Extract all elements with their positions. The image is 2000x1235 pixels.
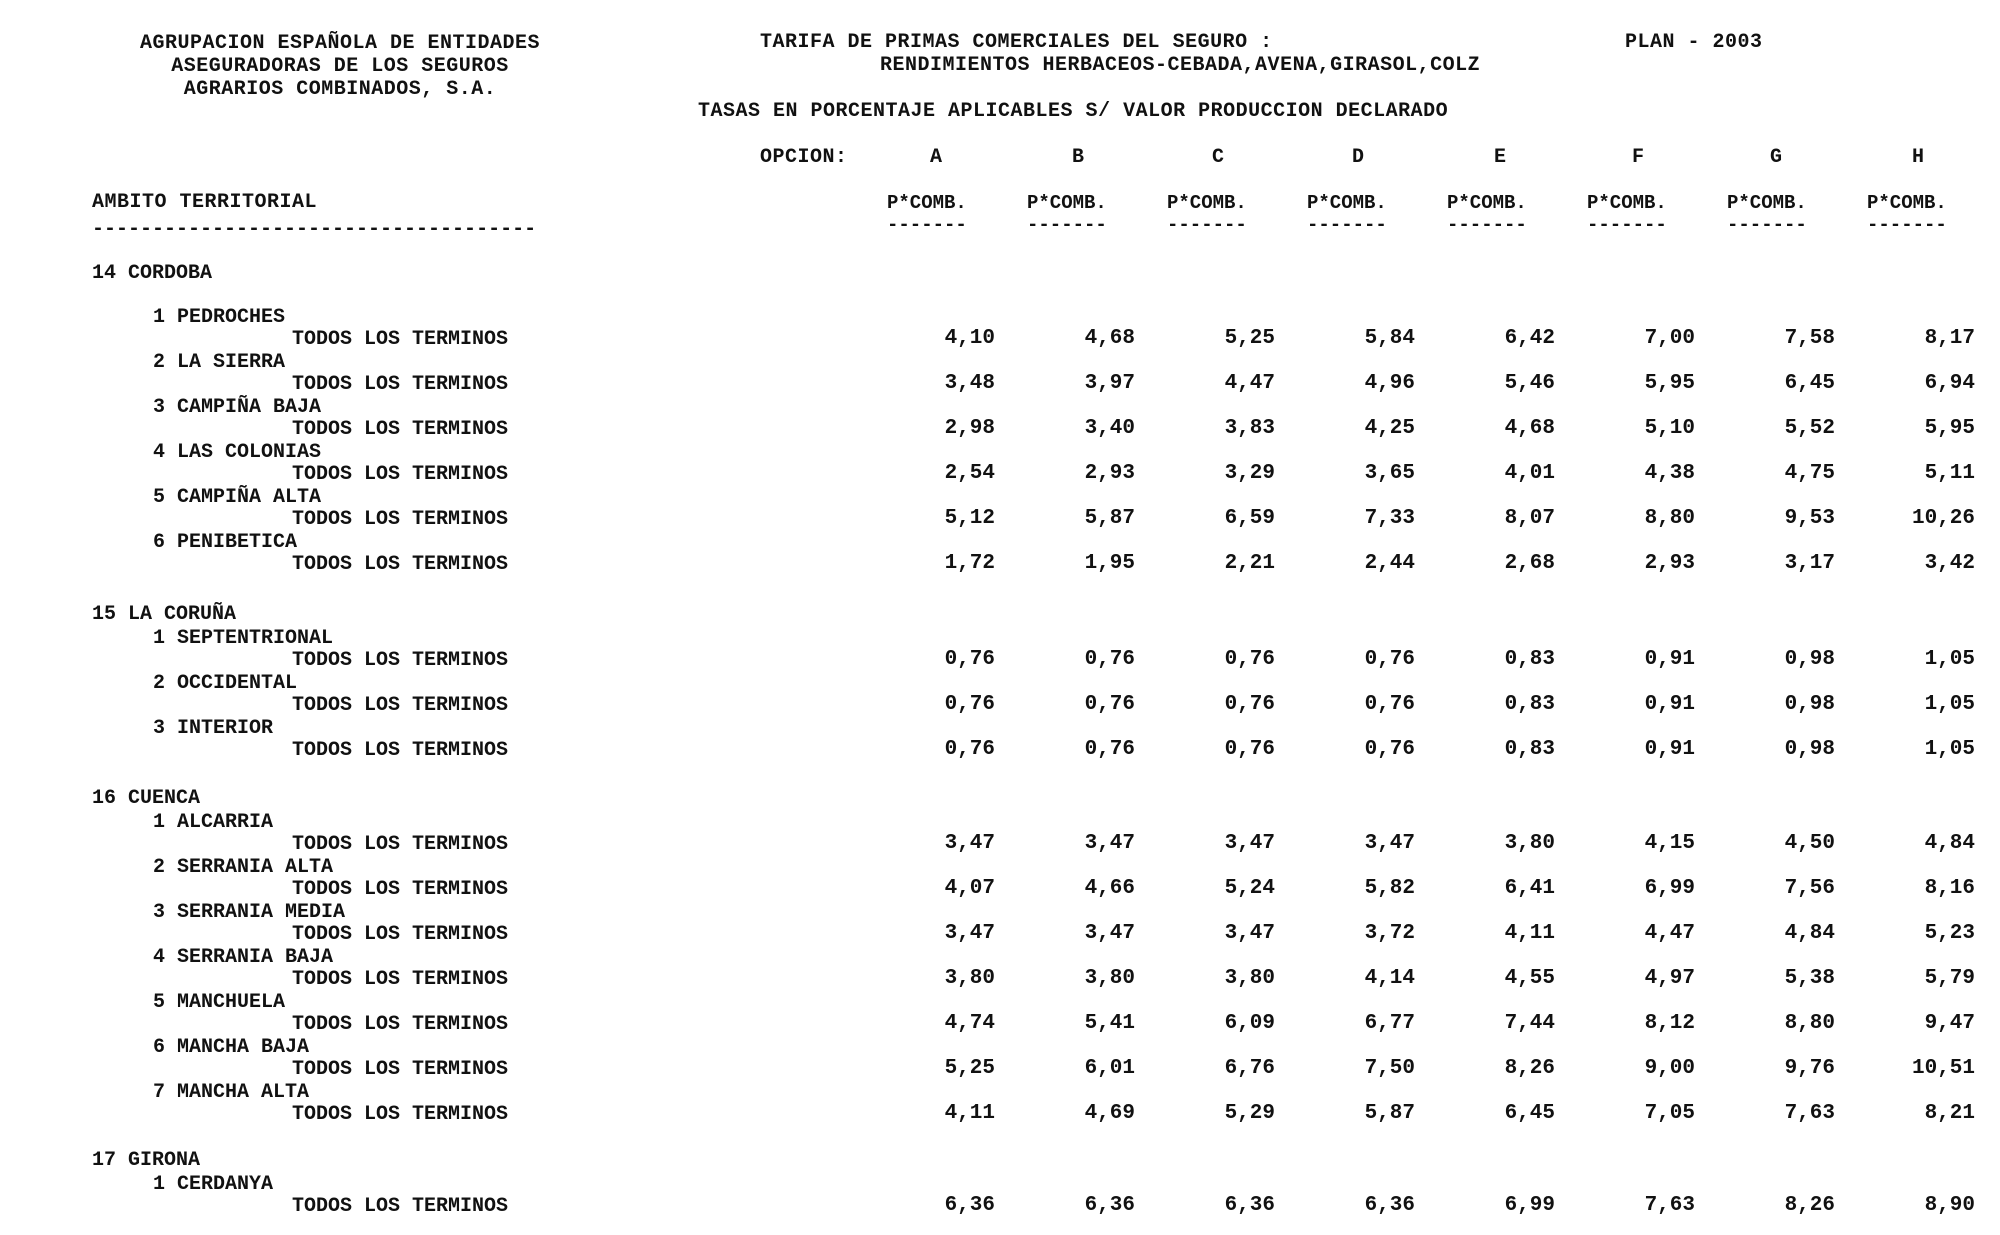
term-label: TODOS LOS TERMINOS [292, 418, 509, 441]
col-underline-d: ------- [1307, 214, 1387, 236]
rate-value-h: 1,05 [1924, 648, 1975, 671]
rate-value-c: 6,09 [1224, 1012, 1275, 1035]
rate-value-g: 8,26 [1784, 1194, 1835, 1217]
rate-value-g: 4,75 [1784, 462, 1835, 485]
term-label: TODOS LOS TERMINOS [292, 463, 509, 486]
rate-value-a: 4,74 [944, 1012, 995, 1035]
col-header-h: P*COMB. [1867, 192, 1947, 214]
rate-value-b: 0,76 [1084, 693, 1135, 716]
rate-value-b: 3,47 [1084, 832, 1135, 855]
rate-value-b: 4,66 [1084, 877, 1135, 900]
rate-value-h: 10,51 [1911, 1057, 1975, 1080]
rate-value-h: 5,11 [1924, 462, 1975, 485]
ambito-label: AMBITO TERRITORIAL [92, 191, 318, 214]
rate-value-b: 3,97 [1084, 372, 1135, 395]
rate-value-e: 8,07 [1504, 507, 1555, 530]
region-title: 15 LA CORUÑA [92, 603, 237, 626]
rate-value-f: 4,38 [1644, 462, 1695, 485]
term-label: TODOS LOS TERMINOS [292, 923, 509, 946]
term-label: TODOS LOS TERMINOS [292, 1195, 509, 1218]
rate-value-d: 4,14 [1364, 967, 1415, 990]
rate-value-h: 1,05 [1924, 693, 1975, 716]
zone-name: 1 ALCARRIA [153, 811, 274, 834]
rate-value-b: 5,41 [1084, 1012, 1135, 1035]
rate-value-e: 4,11 [1504, 922, 1555, 945]
rate-value-f: 2,93 [1644, 552, 1695, 575]
col-underline-f: ------- [1587, 214, 1667, 236]
rate-value-a: 0,76 [944, 738, 995, 761]
zone-name: 3 SERRANIA MEDIA [153, 901, 346, 924]
option-label: OPCION: [760, 146, 848, 169]
rate-value-c: 4,47 [1224, 372, 1275, 395]
rate-value-d: 3,65 [1364, 462, 1415, 485]
rate-value-g: 0,98 [1784, 693, 1835, 716]
region-title: 14 CORDOBA [92, 262, 213, 285]
rate-value-f: 4,15 [1644, 832, 1695, 855]
zone-name: 3 INTERIOR [153, 717, 274, 740]
term-label: TODOS LOS TERMINOS [292, 739, 509, 762]
rate-value-a: 6,36 [944, 1194, 995, 1217]
rates-note: TASAS EN PORCENTAJE APLICABLES S/ VALOR PRODUCCION DECLARADO [698, 100, 1449, 123]
term-label: TODOS LOS TERMINOS [292, 878, 509, 901]
col-header-a: P*COMB. [887, 192, 967, 214]
rate-value-e: 0,83 [1504, 648, 1555, 671]
rate-value-b: 3,40 [1084, 417, 1135, 440]
org-line-1: AGRUPACION ESPAÑOLA DE ENTIDADES [139, 32, 541, 55]
rate-value-b: 1,95 [1084, 552, 1135, 575]
rate-value-f: 4,97 [1644, 967, 1695, 990]
rate-value-g: 7,56 [1784, 877, 1835, 900]
zone-name: 1 CERDANYA [153, 1173, 274, 1196]
rate-value-b: 4,68 [1084, 327, 1135, 350]
rate-value-b: 4,69 [1084, 1102, 1135, 1125]
rate-value-c: 5,25 [1224, 327, 1275, 350]
option-letter-f: F [1632, 146, 1645, 169]
rate-value-d: 7,50 [1364, 1057, 1415, 1080]
zone-name: 1 PEDROCHES [153, 306, 286, 329]
rate-value-e: 8,26 [1504, 1057, 1555, 1080]
rate-value-d: 6,77 [1364, 1012, 1415, 1035]
zone-name: 5 MANCHUELA [153, 991, 286, 1014]
rate-value-a: 3,80 [944, 967, 995, 990]
rate-value-c: 6,59 [1224, 507, 1275, 530]
rate-value-c: 3,80 [1224, 967, 1275, 990]
organization-header [0, 32, 680, 101]
rate-value-b: 0,76 [1084, 738, 1135, 761]
rate-value-e: 6,41 [1504, 877, 1555, 900]
rate-value-e: 4,01 [1504, 462, 1555, 485]
col-header-c: P*COMB. [1167, 192, 1247, 214]
option-letter-c: C [1212, 146, 1225, 169]
rate-value-b: 2,93 [1084, 462, 1135, 485]
option-letter-h: H [1912, 146, 1925, 169]
rate-value-f: 5,95 [1644, 372, 1695, 395]
rate-value-g: 9,53 [1784, 507, 1835, 530]
rate-value-d: 3,47 [1364, 832, 1415, 855]
rate-value-g: 6,45 [1784, 372, 1835, 395]
document-title: TARIFA DE PRIMAS COMERCIALES DEL SEGURO : [760, 31, 1273, 54]
rate-value-d: 5,87 [1364, 1102, 1415, 1125]
document-subtitle: RENDIMIENTOS HERBACEOS-CEBADA,AVENA,GIRASOL,COLZ [880, 54, 1481, 77]
rate-value-d: 4,96 [1364, 372, 1415, 395]
rate-value-e: 7,44 [1504, 1012, 1555, 1035]
rate-value-h: 8,90 [1924, 1194, 1975, 1217]
zone-name: 7 MANCHA ALTA [153, 1081, 310, 1104]
zone-name: 3 CAMPIÑA BAJA [153, 396, 322, 419]
zone-name: 2 SERRANIA ALTA [153, 856, 334, 879]
rate-value-f: 6,99 [1644, 877, 1695, 900]
rate-value-d: 0,76 [1364, 648, 1415, 671]
rate-value-g: 9,76 [1784, 1057, 1835, 1080]
rate-value-f: 9,00 [1644, 1057, 1695, 1080]
rate-value-a: 2,98 [944, 417, 995, 440]
rate-value-d: 4,25 [1364, 417, 1415, 440]
rate-value-g: 8,80 [1784, 1012, 1835, 1035]
rate-value-g: 7,58 [1784, 327, 1835, 350]
col-header-g: P*COMB. [1727, 192, 1807, 214]
option-letter-e: E [1494, 146, 1507, 169]
rate-value-d: 3,72 [1364, 922, 1415, 945]
rate-value-a: 5,12 [944, 507, 995, 530]
rate-value-g: 4,50 [1784, 832, 1835, 855]
rate-value-c: 3,47 [1224, 832, 1275, 855]
rate-value-g: 0,98 [1784, 738, 1835, 761]
rate-value-h: 9,47 [1924, 1012, 1975, 1035]
rate-value-d: 7,33 [1364, 507, 1415, 530]
rate-value-b: 6,36 [1084, 1194, 1135, 1217]
rate-value-f: 0,91 [1644, 648, 1695, 671]
zone-name: 2 LA SIERRA [153, 351, 286, 374]
rate-value-c: 5,29 [1224, 1102, 1275, 1125]
term-label: TODOS LOS TERMINOS [292, 968, 509, 991]
zone-name: 4 SERRANIA BAJA [153, 946, 334, 969]
rate-value-h: 1,05 [1924, 738, 1975, 761]
zone-name: 5 CAMPIÑA ALTA [153, 486, 322, 509]
rate-value-a: 4,11 [944, 1102, 995, 1125]
rate-value-g: 0,98 [1784, 648, 1835, 671]
col-underline-b: ------- [1027, 214, 1107, 236]
rate-value-b: 0,76 [1084, 648, 1135, 671]
rate-value-a: 1,72 [944, 552, 995, 575]
rate-value-f: 0,91 [1644, 738, 1695, 761]
rate-value-a: 3,47 [944, 922, 995, 945]
term-label: TODOS LOS TERMINOS [292, 553, 509, 576]
col-header-b: P*COMB. [1027, 192, 1107, 214]
rate-value-a: 5,25 [944, 1057, 995, 1080]
term-label: TODOS LOS TERMINOS [292, 1013, 509, 1036]
col-underline-a: ------- [887, 214, 967, 236]
option-letter-a: A [930, 146, 943, 169]
rate-value-b: 3,80 [1084, 967, 1135, 990]
rate-value-c: 6,36 [1224, 1194, 1275, 1217]
rate-value-e: 6,42 [1504, 327, 1555, 350]
col-underline-c: ------- [1167, 214, 1247, 236]
rate-value-h: 3,42 [1924, 552, 1975, 575]
option-letter-g: G [1770, 146, 1783, 169]
term-label: TODOS LOS TERMINOS [292, 649, 509, 672]
rate-value-h: 6,94 [1924, 372, 1975, 395]
rate-value-e: 4,55 [1504, 967, 1555, 990]
rate-value-h: 5,95 [1924, 417, 1975, 440]
rate-value-e: 0,83 [1504, 693, 1555, 716]
option-letter-b: B [1072, 146, 1085, 169]
rate-value-d: 6,36 [1364, 1194, 1415, 1217]
ambito-underline: ------------------------------------- [92, 218, 537, 241]
zone-name: 2 OCCIDENTAL [153, 672, 298, 695]
term-label: TODOS LOS TERMINOS [292, 373, 509, 396]
rate-value-a: 3,48 [944, 372, 995, 395]
rate-value-c: 0,76 [1224, 648, 1275, 671]
rate-value-f: 7,05 [1644, 1102, 1695, 1125]
rate-value-a: 0,76 [944, 693, 995, 716]
term-label: TODOS LOS TERMINOS [292, 1058, 509, 1081]
rate-value-c: 0,76 [1224, 693, 1275, 716]
rate-value-f: 0,91 [1644, 693, 1695, 716]
rate-value-d: 0,76 [1364, 738, 1415, 761]
rate-value-c: 3,29 [1224, 462, 1275, 485]
rate-value-e: 6,99 [1504, 1194, 1555, 1217]
zone-name: 1 SEPTENTRIONAL [153, 627, 334, 650]
rate-value-h: 5,23 [1924, 922, 1975, 945]
rate-value-h: 8,17 [1924, 327, 1975, 350]
org-line-2: ASEGURADORAS DE LOS SEGUROS [171, 55, 509, 78]
region-title: 16 CUENCA [92, 787, 201, 810]
term-label: TODOS LOS TERMINOS [292, 508, 509, 531]
rate-value-g: 5,52 [1784, 417, 1835, 440]
rate-value-d: 5,82 [1364, 877, 1415, 900]
col-header-e: P*COMB. [1447, 192, 1527, 214]
option-letter-d: D [1352, 146, 1365, 169]
rate-value-c: 6,76 [1224, 1057, 1275, 1080]
rate-value-h: 10,26 [1911, 507, 1975, 530]
rate-value-a: 3,47 [944, 832, 995, 855]
rate-value-f: 8,80 [1644, 507, 1695, 530]
rate-value-d: 2,44 [1364, 552, 1415, 575]
rate-value-e: 4,68 [1504, 417, 1555, 440]
rate-value-d: 5,84 [1364, 327, 1415, 350]
rate-value-a: 4,10 [944, 327, 995, 350]
rate-value-h: 8,16 [1924, 877, 1975, 900]
rate-value-f: 7,00 [1644, 327, 1695, 350]
org-line-3: AGRARIOS COMBINADOS, S.A. [183, 78, 497, 101]
col-underline-g: ------- [1727, 214, 1807, 236]
rate-value-c: 5,24 [1224, 877, 1275, 900]
rate-value-g: 4,84 [1784, 922, 1835, 945]
term-label: TODOS LOS TERMINOS [292, 833, 509, 856]
col-underline-h: ------- [1867, 214, 1947, 236]
rate-value-a: 0,76 [944, 648, 995, 671]
rate-value-c: 3,83 [1224, 417, 1275, 440]
rate-value-e: 0,83 [1504, 738, 1555, 761]
col-header-f: P*COMB. [1587, 192, 1667, 214]
rate-value-f: 8,12 [1644, 1012, 1695, 1035]
plan-label: PLAN - 2003 [1625, 31, 1763, 54]
rate-value-e: 2,68 [1504, 552, 1555, 575]
term-label: TODOS LOS TERMINOS [292, 328, 509, 351]
rate-value-b: 3,47 [1084, 922, 1135, 945]
rate-value-c: 2,21 [1224, 552, 1275, 575]
rate-value-e: 6,45 [1504, 1102, 1555, 1125]
col-header-d: P*COMB. [1307, 192, 1387, 214]
rate-value-g: 5,38 [1784, 967, 1835, 990]
rate-value-c: 0,76 [1224, 738, 1275, 761]
col-underline-e: ------- [1447, 214, 1527, 236]
rate-value-g: 7,63 [1784, 1102, 1835, 1125]
rate-value-f: 4,47 [1644, 922, 1695, 945]
region-title: 17 GIRONA [92, 1149, 201, 1172]
term-label: TODOS LOS TERMINOS [292, 694, 509, 717]
rate-value-g: 3,17 [1784, 552, 1835, 575]
rate-value-d: 0,76 [1364, 693, 1415, 716]
rate-value-a: 4,07 [944, 877, 995, 900]
rate-value-f: 5,10 [1644, 417, 1695, 440]
rate-value-h: 4,84 [1924, 832, 1975, 855]
rate-value-h: 8,21 [1924, 1102, 1975, 1125]
rate-value-e: 5,46 [1504, 372, 1555, 395]
term-label: TODOS LOS TERMINOS [292, 1103, 509, 1126]
rate-value-e: 3,80 [1504, 832, 1555, 855]
rate-value-h: 5,79 [1924, 967, 1975, 990]
zone-name: 4 LAS COLONIAS [153, 441, 322, 464]
rate-value-b: 6,01 [1084, 1057, 1135, 1080]
rate-value-b: 5,87 [1084, 507, 1135, 530]
zone-name: 6 PENIBETICA [153, 531, 298, 554]
rate-value-f: 7,63 [1644, 1194, 1695, 1217]
rate-value-a: 2,54 [944, 462, 995, 485]
zone-name: 6 MANCHA BAJA [153, 1036, 310, 1059]
rate-value-c: 3,47 [1224, 922, 1275, 945]
